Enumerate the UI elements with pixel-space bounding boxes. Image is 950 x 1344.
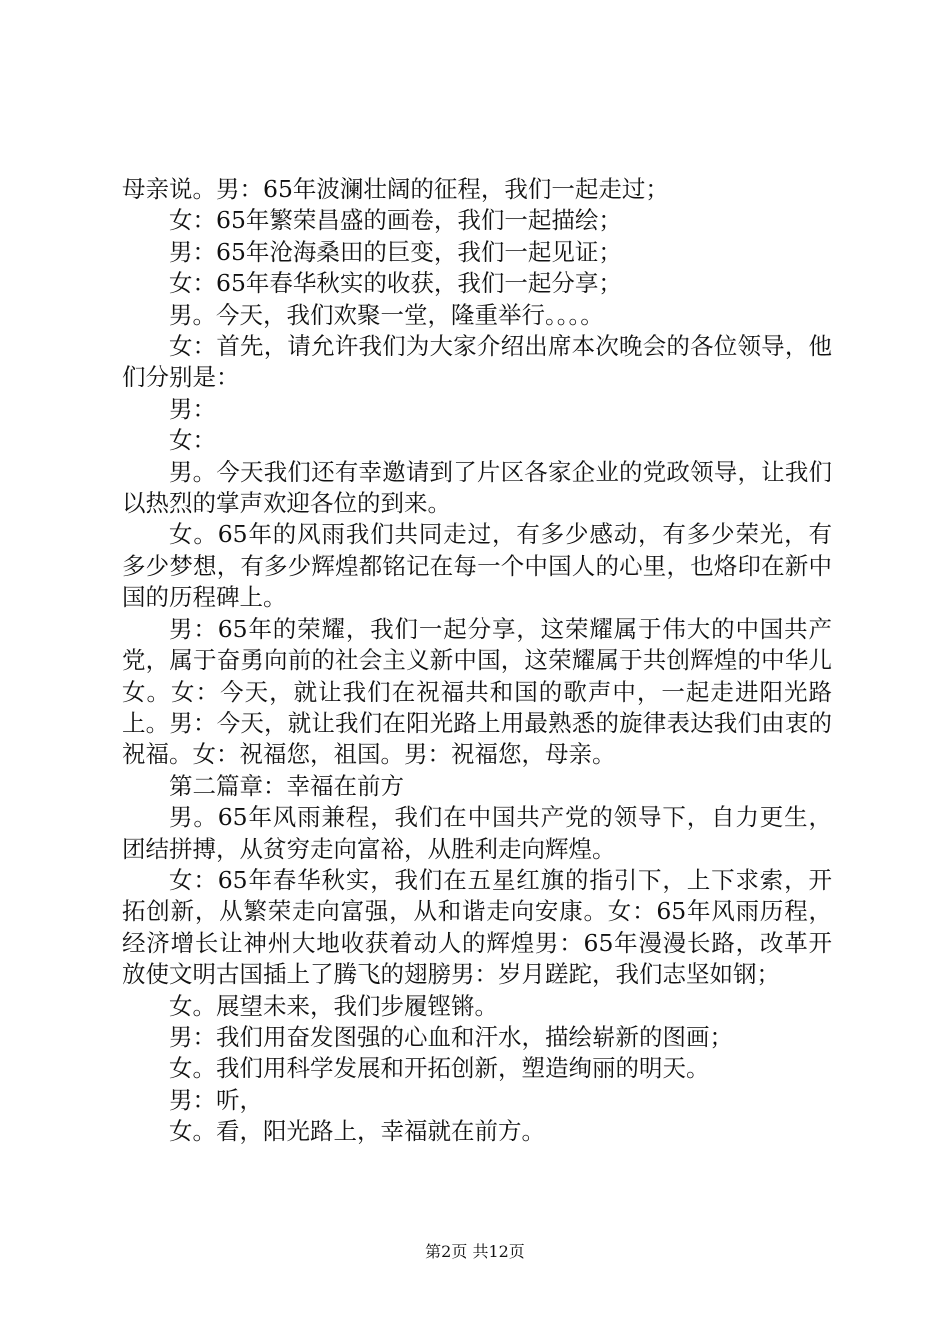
paragraph: 女：首先，请允许我们为大家介绍出席本次晚会的各位领导，他们分别是： [122, 332, 832, 392]
paragraph: 男：我们用奋发图强的心血和汗水，描绘崭新的图画； [169, 1022, 733, 1051]
paragraph: 男：听， [169, 1085, 263, 1114]
paragraph: 女。展望未来，我们步履铿锵。 [169, 991, 498, 1020]
paragraph: 女：65年春华秋实的收获，我们一起分享； [169, 269, 622, 298]
paragraph: 女。我们用科学发展和开拓创新，塑造绚丽的明天。 [169, 1054, 710, 1083]
page-footer [0, 1242, 950, 1262]
paragraph: 母亲说。男：65年波澜壮阔的征程，我们一起走过； [122, 175, 669, 203]
paragraph: 女：65年春华秋实，我们在五星红旗的指引下，上下求索，开拓创新，从繁荣走向富强，从和谐走向安康。女：65年风雨历程，经济增长让神州大地收获着动人的辉煌男：65年漫漫长路，改革开放使文明古国插上了腾飞的翅膀男：岁月蹉跎，我们志坚如钢； [122, 865, 832, 989]
paragraph: 男。今天，我们欢聚一堂，隆重举行。。。。 [169, 300, 604, 329]
paragraph: 女： [169, 426, 216, 455]
paragraph: 男： [169, 394, 216, 423]
page-number-label: 第2页 共12页 [425, 1242, 525, 1261]
paragraph: 男。65年风雨兼程，我们在中国共产党的领导下，自力更生，团结拼搏，从贫穷走向富裕，从胜利走向辉煌。 [122, 803, 832, 863]
paragraph: 男：65年的荣耀，我们一起分享，这荣耀属于伟大的中国共产党，属于奋勇向前的社会主义新中国，这荣耀属于共创辉煌的中华儿女。女：今天，就让我们在祝福共和国的歌声中，一起走进阳光路上。男：今天，就让我们在阳光路上用最熟悉的旋律表达我们由衷的祝福。女：祝福您，祖国。男：祝福您，母亲。 [122, 614, 832, 769]
paragraph: 男。今天我们还有幸邀请到了片区各家企业的党政领导，让我们以热烈的掌声欢迎各位的到来。 [122, 457, 832, 518]
paragraph: 女。65年的风雨我们共同走过，有多少感动，有多少荣光，有多少梦想，有多少辉煌都铭记在每一个中国人的心里，也烙印在新中国的历程碑上。 [122, 520, 832, 612]
paragraph: 女：65年繁荣昌盛的画卷，我们一起描绘； [169, 206, 622, 235]
paragraph: 男：65年沧海桑田的巨变，我们一起见证； [169, 237, 622, 266]
section-heading: 第二篇章：幸福在前方 [169, 771, 404, 800]
document-body [122, 174, 832, 1148]
paragraph: 女。看，阳光路上，幸福就在前方。 [169, 1117, 545, 1146]
